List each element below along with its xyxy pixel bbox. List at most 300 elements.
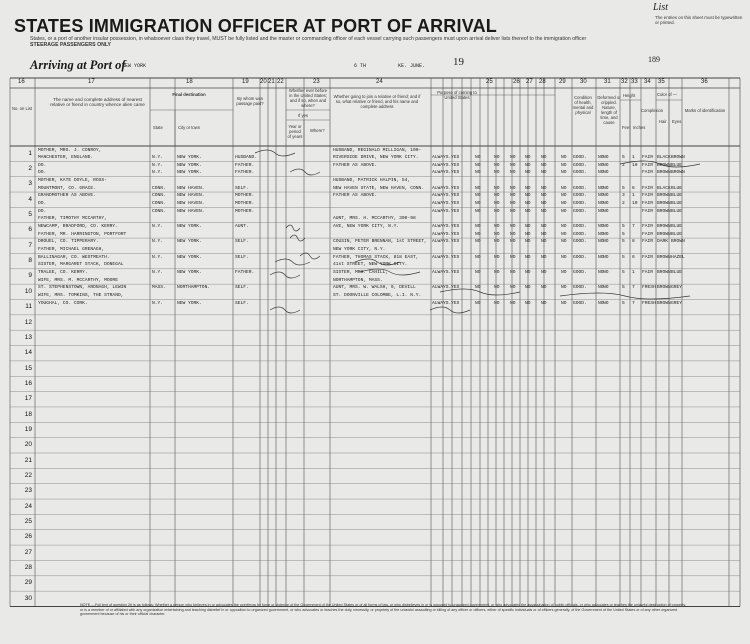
hair-color: BROWN bbox=[657, 162, 671, 168]
yes-no-mark: NO bbox=[603, 239, 609, 245]
hair-color: BROWN bbox=[657, 285, 671, 291]
row-number: 23 bbox=[24, 487, 32, 495]
deformed-value: NO bbox=[598, 193, 604, 199]
handwriting-mark bbox=[290, 169, 320, 175]
yes-no-mark: NO bbox=[525, 155, 531, 161]
header-state: State bbox=[153, 125, 163, 130]
passage-paid-by: SELF. bbox=[235, 300, 249, 306]
destination-state: CONN. bbox=[152, 185, 166, 191]
relative-address: MOUNTMONT, CO. GRACE. bbox=[38, 185, 96, 191]
row-number: 14 bbox=[24, 349, 32, 357]
yes-no-mark: NO bbox=[561, 162, 567, 168]
relative-address: MANCHESTER, ENGLAND. bbox=[38, 155, 94, 161]
handwriting-mark bbox=[270, 307, 300, 313]
header-city: City or town bbox=[178, 125, 201, 130]
yes-no-mark: NO bbox=[510, 208, 516, 214]
yes-no-mark: NO bbox=[541, 231, 547, 237]
destination-state: N.Y. bbox=[152, 162, 164, 168]
page-title: STATES IMMIGRATION OFFICER AT PORT OF ARRIVAL bbox=[14, 16, 497, 36]
length-of-stay: ALWAYS. bbox=[432, 185, 452, 191]
column-number: 30 bbox=[580, 79, 587, 85]
eye-color: BLUE bbox=[671, 224, 683, 229]
date-day: 6 TH bbox=[354, 63, 367, 69]
yes-no-mark: NO bbox=[494, 170, 500, 176]
yes-no-mark: NO bbox=[475, 231, 481, 237]
height-feet: 5 bbox=[622, 285, 625, 291]
length-of-stay: ALWAYS. bbox=[432, 231, 452, 237]
joining-relative: 41st STREET, NEW YORK CITY. bbox=[333, 262, 408, 268]
column-number: 23 bbox=[313, 79, 320, 85]
yes-no-mark: YES bbox=[451, 155, 460, 161]
column-number: 32 bbox=[621, 79, 628, 85]
destination-city: NEW YORK. bbox=[177, 170, 202, 176]
destination-city: NEW HAVEN. bbox=[177, 201, 205, 207]
deformed-value: NO bbox=[598, 201, 604, 207]
yes-no-mark: NO bbox=[510, 170, 516, 176]
height-inches: 1 bbox=[632, 193, 635, 199]
destination-city: NEW YORK. bbox=[177, 269, 202, 275]
yes-no-mark: NO bbox=[475, 162, 481, 168]
deformed-value: NO bbox=[598, 300, 604, 306]
eye-color: GREY bbox=[671, 285, 683, 291]
column-number: 35 bbox=[658, 79, 665, 85]
header-relative: The name and complete address of nearest relative or friend in country whence alien came bbox=[50, 97, 145, 107]
passage-paid-by: FATHER. bbox=[235, 170, 255, 176]
column-number: 24 bbox=[376, 79, 383, 85]
row-number: 11 bbox=[25, 303, 32, 311]
passage-paid-by: MOTHER. bbox=[235, 208, 255, 214]
yes-no-mark: NO bbox=[475, 170, 481, 176]
length-of-stay: ALWAYS. bbox=[432, 155, 452, 161]
yes-no-mark: NO bbox=[510, 224, 516, 229]
yes-no-mark: NO bbox=[541, 224, 547, 229]
deformed-value: NO bbox=[598, 269, 604, 275]
complexion-value: FAIR bbox=[642, 231, 654, 237]
height-feet: 5 bbox=[622, 155, 625, 161]
row-number: 12 bbox=[24, 318, 32, 326]
length-of-stay: ALWAYS. bbox=[432, 239, 452, 245]
row-number: 2 bbox=[28, 165, 32, 173]
destination-state: N.Y. bbox=[152, 239, 164, 245]
yes-no-mark: NO bbox=[510, 269, 516, 275]
row-number: 3 bbox=[28, 180, 32, 188]
row-number: 7 bbox=[28, 241, 32, 249]
row-number: 20 bbox=[24, 441, 32, 449]
complexion-value: FAIR bbox=[642, 269, 654, 275]
yes-no-mark: NO bbox=[541, 193, 547, 199]
joining-relative: HUSBAND, REGINALD MILLIGAN, 100- bbox=[333, 147, 422, 153]
passage-paid-by: FATHER. bbox=[235, 162, 255, 168]
destination-city: NEW HAVEN. bbox=[177, 208, 205, 214]
row-number: 26 bbox=[24, 533, 32, 541]
row-number: 15 bbox=[24, 364, 32, 372]
health-condition: GOOD. bbox=[573, 231, 587, 237]
column-number: 34 bbox=[644, 79, 651, 85]
yes-no-mark: NO bbox=[494, 231, 500, 237]
health-condition: GOOD. bbox=[573, 201, 587, 207]
destination-city: NEW HAVEN. bbox=[177, 193, 205, 199]
header-if-yes: If yes bbox=[298, 113, 309, 118]
row-number: 30 bbox=[24, 594, 32, 602]
hair-color: BLACK bbox=[657, 185, 671, 191]
health-condition: GOOD. bbox=[573, 269, 587, 275]
header-years: Year or period of years bbox=[287, 124, 303, 139]
height-inches: 10 bbox=[632, 201, 638, 207]
joining-relative: SISTER, MRS. CAHILL, bbox=[333, 269, 389, 275]
hair-color: BROWN bbox=[657, 231, 671, 237]
destination-city: NEW YORK. bbox=[177, 239, 202, 245]
joining-relative: COUSIN, PETER BRENNAN, 1st STREET, bbox=[333, 239, 427, 245]
header-joining: Whether going to join a relative or friend; and if so, what relative or friend, and his name and complete address bbox=[333, 94, 421, 109]
header-subtitle2: STEERAGE PASSENGERS ONLY bbox=[30, 42, 111, 49]
eye-color: BLUE bbox=[671, 231, 683, 237]
row-number: 6 bbox=[28, 226, 32, 234]
health-condition: GOOD. bbox=[573, 170, 587, 176]
header-condition: Condition of health, mental and physical bbox=[572, 95, 594, 115]
height-inches: 7 bbox=[632, 300, 635, 306]
yes-no-mark: NO bbox=[603, 185, 609, 191]
yes-no-mark: NO bbox=[561, 300, 567, 306]
yes-no-mark: NO bbox=[525, 201, 531, 207]
relative-address: DO. bbox=[38, 162, 47, 168]
footer-note: NOTE.—Full text of question 26 is as follows: Whether a person who believes in or advocates the overthrow by force or violence of the Government of the United States or of all forms of law, or who disbelieves in or is opposed to organized government, or who advocates the assassination of public officials, or who advocates or teaches the unlawful destruction of property, or is a member of or affiliated with any organization entertaining and teaching disbelief in or opposition to organized government, or who advocates or teaches the duty, necessity, or propriety of the unlawful assaulting or killing of any officer or officers, either of specific individuals or of officers generally, of the Government of the United States or of any other organized government because of his or their official character. bbox=[80, 603, 686, 617]
eye-color: BLUE bbox=[671, 185, 683, 191]
eye-color: BLUE bbox=[671, 208, 683, 214]
column-number: 17 bbox=[88, 79, 95, 85]
header-note: The entries on this sheet must be typewritten or printed. bbox=[655, 15, 743, 26]
length-of-stay: ALWAYS. bbox=[432, 224, 452, 229]
yes-no-mark: YES bbox=[451, 170, 460, 176]
destination-state: MASS. bbox=[152, 285, 166, 291]
eye-color: BROWN bbox=[671, 239, 685, 245]
deformed-value: NO bbox=[598, 231, 604, 237]
yes-no-mark: NO bbox=[475, 193, 481, 199]
row-number: 9 bbox=[28, 272, 32, 280]
hair-color: BROWN bbox=[657, 300, 671, 306]
yes-no-mark: NO bbox=[510, 300, 516, 306]
column-number: 28 bbox=[539, 79, 546, 85]
destination-state: N.Y. bbox=[152, 269, 164, 275]
row-number: 5 bbox=[28, 211, 32, 219]
yes-no-mark: NO bbox=[603, 155, 609, 161]
row-number: 8 bbox=[28, 257, 32, 265]
yes-no-mark: NO bbox=[475, 269, 481, 275]
deformed-value: NO bbox=[598, 170, 604, 176]
yes-no-mark: NO bbox=[541, 269, 547, 275]
column-number: 21 bbox=[268, 79, 275, 85]
row-number: 19 bbox=[24, 425, 32, 433]
passage-paid-by: FATHER. bbox=[235, 269, 255, 275]
yes-no-mark: YES bbox=[451, 285, 460, 291]
yes-no-mark: YES bbox=[451, 231, 460, 237]
health-condition: GOOD. bbox=[573, 208, 587, 214]
length-of-stay: ALWAYS. bbox=[432, 162, 452, 168]
eye-color: BROWN bbox=[671, 170, 685, 176]
yes-no-mark: NO bbox=[541, 254, 547, 260]
yes-no-mark: NO bbox=[561, 231, 567, 237]
yes-no-mark: NO bbox=[541, 300, 547, 306]
length-of-stay: ALWAYS. bbox=[432, 300, 452, 306]
height-inches: 6 bbox=[632, 185, 635, 191]
passage-paid-by: AUNT. bbox=[235, 224, 249, 229]
height-feet: 5 bbox=[622, 300, 625, 306]
handwriting-mark bbox=[270, 272, 300, 278]
column-number: 22 bbox=[277, 79, 284, 85]
yes-no-mark: NO bbox=[525, 231, 531, 237]
yes-no-mark: NO bbox=[475, 201, 481, 207]
yes-no-mark: NO bbox=[561, 285, 567, 291]
relative-address: DO. bbox=[38, 170, 47, 176]
yes-no-mark: NO bbox=[561, 185, 567, 191]
hair-color: BROWN bbox=[657, 201, 671, 207]
joining-relative: FATHER AS ABOVE. bbox=[333, 193, 378, 199]
yes-no-mark: NO bbox=[603, 193, 609, 199]
yes-no-mark: YES bbox=[451, 224, 460, 229]
yes-no-mark: NO bbox=[494, 162, 500, 168]
joining-relative: ST. DOONVILLE COLOMBE, L.I. N.Y. bbox=[333, 292, 422, 298]
yes-no-mark: NO bbox=[541, 285, 547, 291]
deformed-value: NO bbox=[598, 224, 604, 229]
yes-no-mark: NO bbox=[525, 300, 531, 306]
length-of-stay: ALWAYS. bbox=[432, 170, 452, 176]
destination-state: N.Y. bbox=[152, 300, 164, 306]
eye-color: BLUE bbox=[671, 269, 683, 275]
yes-no-mark: NO bbox=[525, 193, 531, 199]
height-inches: 7 bbox=[632, 224, 635, 229]
destination-city: NEW YORK. bbox=[177, 224, 202, 229]
row-number: 22 bbox=[24, 472, 32, 480]
relative-address: DO. bbox=[38, 208, 47, 214]
yes-no-mark: NO bbox=[603, 208, 609, 214]
yes-no-mark: NO bbox=[541, 185, 547, 191]
column-number: 19 bbox=[242, 79, 249, 85]
row-number: 13 bbox=[24, 333, 32, 341]
column-number: 20 bbox=[260, 79, 267, 85]
yes-no-mark: NO bbox=[603, 300, 609, 306]
yes-no-mark: NO bbox=[494, 254, 500, 260]
joining-relative: FATHER, THOMAS STACK, 818 EAST, bbox=[333, 254, 419, 260]
header-passage: By whom was passage paid? bbox=[236, 96, 264, 106]
yes-no-mark: YES bbox=[451, 239, 460, 245]
hair-color: BROWN bbox=[657, 269, 671, 275]
yes-no-mark: NO bbox=[603, 231, 609, 237]
relative-address: FATHER, MICHAEL GRENAGH, bbox=[38, 246, 105, 252]
relative-address: DROUEL, CO. TIPPERARY. bbox=[38, 239, 99, 245]
yes-no-mark: NO bbox=[475, 208, 481, 214]
yes-no-mark: NO bbox=[603, 224, 609, 229]
health-condition: GOOD. bbox=[573, 239, 587, 245]
header-height: Height bbox=[623, 93, 636, 98]
health-condition: GOOD. bbox=[573, 224, 587, 229]
eye-color: BLUE bbox=[671, 162, 683, 168]
handwriting-mark bbox=[430, 307, 470, 313]
header-inches: Inches bbox=[633, 125, 646, 130]
passage-paid-by: SELF. bbox=[235, 239, 249, 245]
handwriting-mark bbox=[560, 293, 690, 299]
yes-no-mark: NO bbox=[603, 269, 609, 275]
yes-no-mark: NO bbox=[510, 201, 516, 207]
yes-no-mark: NO bbox=[525, 170, 531, 176]
joining-relative: RIVERSIDE DRIVE, NEW YORK CITY. bbox=[333, 155, 419, 161]
yes-no-mark: NO bbox=[494, 155, 500, 161]
length-of-stay: ALWAYS. bbox=[432, 208, 452, 214]
joining-relative: FATHER AS ABOVE. bbox=[333, 162, 378, 168]
header-before-us: Whether ever before in the United States; and if so, when and where? bbox=[288, 88, 328, 108]
row-number: 18 bbox=[24, 410, 32, 418]
hair-color: BROWN bbox=[657, 193, 671, 199]
yes-no-mark: NO bbox=[525, 185, 531, 191]
joining-relative: NORTHAMPTON, MASS. bbox=[333, 277, 383, 283]
yes-no-mark: NO bbox=[475, 285, 481, 291]
destination-state: N.Y. bbox=[152, 170, 164, 176]
height-feet: 5 bbox=[622, 185, 625, 191]
hair-color: BROWN bbox=[657, 170, 671, 176]
yes-no-mark: YES bbox=[451, 254, 460, 260]
yes-no-mark: NO bbox=[494, 193, 500, 199]
relative-address: DO. bbox=[38, 201, 47, 207]
yes-no-mark: NO bbox=[510, 254, 516, 260]
port-value: NEW YORK bbox=[122, 63, 147, 69]
length-of-stay: ALWAYS. bbox=[432, 254, 452, 260]
yes-no-mark: NO bbox=[510, 162, 516, 168]
row-number: 1 bbox=[28, 149, 32, 157]
yes-no-mark: NO bbox=[475, 185, 481, 191]
row-number: 10 bbox=[24, 287, 32, 295]
complexion-value: FAIR bbox=[642, 170, 654, 176]
destination-city: NEW YORK. bbox=[177, 254, 202, 260]
eye-color: GREY bbox=[671, 300, 683, 306]
height-inches: 6 bbox=[632, 254, 635, 260]
relative-address: TRALEE, CO. KERRY. bbox=[38, 269, 88, 275]
yes-no-mark: NO bbox=[525, 254, 531, 260]
handwriting-mark bbox=[286, 225, 300, 231]
yes-no-mark: YES bbox=[451, 208, 460, 214]
length-of-stay: ALWAYS. bbox=[432, 285, 452, 291]
yes-no-mark: NO bbox=[510, 155, 516, 161]
passage-paid-by: SELF. bbox=[235, 185, 249, 191]
yes-no-mark: NO bbox=[603, 201, 609, 207]
joining-relative: AUNT, MRS. H. MCCARTHY, 300-98 bbox=[333, 216, 416, 222]
height-feet: 2 bbox=[622, 201, 625, 207]
relative-address: FATHER, TIMOTHY MCCARTHY, bbox=[38, 216, 107, 222]
yes-no-mark: NO bbox=[510, 231, 516, 237]
complexion-value: FAIR bbox=[642, 193, 654, 199]
header-eyes: Eyes bbox=[672, 119, 682, 124]
height-inches: 8 bbox=[632, 239, 635, 245]
header-destination: Final destination bbox=[172, 92, 206, 97]
relative-address: ST. STEPHENSTOWN, ARDNAGH, LEWIN bbox=[38, 285, 127, 291]
hair-color: BROWN bbox=[657, 208, 671, 214]
yes-no-mark: YES bbox=[451, 269, 460, 275]
yes-no-mark: NO bbox=[541, 170, 547, 176]
yes-no-mark: NO bbox=[561, 193, 567, 199]
yes-no-mark: YES bbox=[451, 162, 460, 168]
row-number: 28 bbox=[24, 564, 32, 572]
yes-no-mark: NO bbox=[561, 170, 567, 176]
complexion-value: FAIR bbox=[642, 208, 654, 214]
deformed-value: NO bbox=[598, 285, 604, 291]
handwriting-mark bbox=[275, 259, 310, 265]
relative-address: YOUGHAL, CO. CORK. bbox=[38, 300, 88, 306]
yes-no-mark: NO bbox=[494, 201, 500, 207]
yes-no-mark: NO bbox=[475, 300, 481, 306]
passage-paid-by: SELF. bbox=[235, 254, 249, 260]
height-inches: 10 bbox=[632, 162, 638, 168]
complexion-value: FAIR bbox=[642, 155, 654, 161]
deformed-value: NO bbox=[598, 254, 604, 260]
column-number: 29 bbox=[559, 79, 566, 85]
yes-no-mark: NO bbox=[525, 239, 531, 245]
joining-relative: NEW YORK CITY, N.Y. bbox=[333, 246, 386, 252]
yes-no-mark: NO bbox=[561, 254, 567, 260]
length-of-stay: ALWAYS. bbox=[432, 269, 452, 275]
header-hair: Hair bbox=[659, 119, 667, 124]
deformed-value: NO bbox=[598, 239, 604, 245]
list-number: 189 bbox=[648, 55, 660, 64]
row-number: 16 bbox=[24, 379, 32, 387]
yes-no-mark: NO bbox=[541, 201, 547, 207]
row-number: 17 bbox=[24, 395, 32, 403]
yes-no-mark: NO bbox=[494, 300, 500, 306]
header-subtitle: States, or a port of another insular possession, in whatsoever class they travel, MUST be fully listed and the master or commanding officer of each vessel carrying such passengers must upon arrival deliver lists thereof to the immigration officer bbox=[30, 36, 587, 42]
complexion-value: FAIR bbox=[642, 254, 654, 260]
yes-no-mark: NO bbox=[475, 239, 481, 245]
date-month: KE. JUNE. bbox=[398, 63, 426, 69]
row-number: 21 bbox=[24, 456, 32, 464]
row-number: 25 bbox=[24, 518, 32, 526]
column-number: 18 bbox=[186, 79, 193, 85]
eye-color: BLUE bbox=[671, 201, 683, 207]
height-feet: 5 bbox=[622, 254, 625, 260]
hair-color: DARK bbox=[657, 239, 669, 245]
health-condition: GOOD. bbox=[573, 254, 587, 260]
header-feet: Feet bbox=[622, 125, 631, 130]
height-feet: 3 bbox=[622, 193, 625, 199]
yes-no-mark: NO bbox=[561, 155, 567, 161]
joining-relative: NEW HAVEN STATE, NEW HAVEN, CONN. bbox=[333, 185, 424, 191]
hair-color: BROWN bbox=[657, 254, 671, 260]
complexion-value: FAIR bbox=[642, 185, 654, 191]
length-of-stay: ALWAYS. bbox=[432, 193, 452, 199]
relative-address: GRANDMOTHER AS ABOVE. bbox=[38, 193, 96, 199]
header-marks: Marks of identification bbox=[684, 108, 726, 113]
height-feet: 5 bbox=[622, 269, 625, 275]
yes-no-mark: NO bbox=[603, 254, 609, 260]
health-condition: GOOD. bbox=[573, 162, 587, 168]
health-condition: GOOD. bbox=[573, 155, 587, 161]
yes-no-mark: NO bbox=[525, 285, 531, 291]
height-feet: 5 bbox=[622, 231, 625, 237]
yes-no-mark: NO bbox=[475, 155, 481, 161]
relative-address: WIFE, MRS. M. MCCARTHY, MOORE bbox=[38, 277, 118, 283]
yes-no-mark: NO bbox=[603, 170, 609, 176]
header-deformed: Deformed or crippled. Nature, length of time, and cause bbox=[597, 95, 621, 125]
health-condition: GOOD. bbox=[573, 185, 587, 191]
row-number: 4 bbox=[28, 195, 32, 203]
relative-address: MOTHER, KATE DOYLE, ROSS- bbox=[38, 178, 107, 184]
height-feet: 5 bbox=[622, 224, 625, 229]
yes-no-mark: NO bbox=[561, 201, 567, 207]
yes-no-mark: NO bbox=[525, 208, 531, 214]
complexion-value: FRESH bbox=[642, 285, 656, 291]
yes-no-mark: YES bbox=[451, 193, 460, 199]
row-number: 27 bbox=[24, 548, 32, 556]
destination-city: NORTHAMPTON. bbox=[177, 285, 211, 291]
yes-no-mark: NO bbox=[541, 239, 547, 245]
destination-state: CONN. bbox=[152, 193, 166, 199]
hair-color: BROWN bbox=[657, 224, 671, 229]
height-feet: 2 bbox=[622, 162, 625, 168]
